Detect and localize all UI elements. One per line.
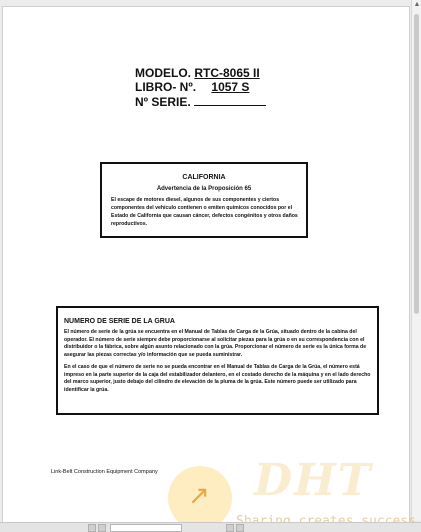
- vertical-scrollbar[interactable]: [411, 0, 421, 520]
- california-warning-box: [100, 162, 308, 238]
- serial-label: Nº SERIE.: [135, 95, 191, 109]
- model-value: RTC-8065 II: [194, 66, 260, 80]
- watermark-circle: [168, 466, 232, 530]
- serial-number-box: [56, 306, 379, 415]
- arrow-up-right-icon: ↗: [188, 480, 210, 510]
- california-title: CALIFORNIA: [182, 174, 226, 181]
- watermark-logo: DHT: [254, 455, 373, 506]
- scroll-thumb[interactable]: [414, 14, 419, 314]
- book-value: 1057 S: [211, 80, 250, 94]
- serial-box-title: NUMERO DE SERIE DE LA GRUA: [64, 318, 175, 325]
- model-row: [135, 66, 266, 80]
- california-subtitle: Advertencia de la Proposición 65: [156, 186, 252, 192]
- serial-box-paragraph-2: En el caso de que el número de serie no se pueda encontrar en el Manual de Tablas de Carga de la Grúa, el número está impreso en la parte superior de la caja del estabilizador delantero, en el costado derecho de la máquina y en el lado derecho del marco superior, justo debajo del cilindro de elevación de la pluma de la grúa. Este número puede ser utilizado para identificar la grúa.: [64, 364, 371, 393]
- scroll-up-icon[interactable]: ▲: [413, 1, 421, 8]
- model-block: [135, 66, 266, 108]
- book-label: LIBRO- Nº.: [135, 80, 197, 94]
- company-footer: Link-Belt Construction Equipment Company: [51, 469, 158, 475]
- serial-row: [135, 94, 266, 108]
- california-body: El escape de motores diesel, algunos de sus componentes y ciertos componentes del vehículo contienen o emiten químicos conocidos por el Estado de California que causan cáncer, defectos congénitos y otros daños reproductivos.: [111, 197, 298, 227]
- serial-box-paragraph-1: El número de serie de la grúa se encuentra en el Manual de Tablas de Carga de la Grúa, situado dentro de la cabina del operador. El número de serie siempre debe proporcionarse al solicitar piezas para la grúa o en su correspondencia con el distribuidor o la fábrica, sobre algún asunto relacionado con la grúa. Proporcionar el número de serie es la única forma de asegurar las piezas correctas y/o información que se pueda suministrar.: [64, 329, 367, 358]
- model-label: MODELO.: [135, 66, 191, 80]
- serial-blank-line: [194, 94, 266, 106]
- book-row: [135, 80, 266, 94]
